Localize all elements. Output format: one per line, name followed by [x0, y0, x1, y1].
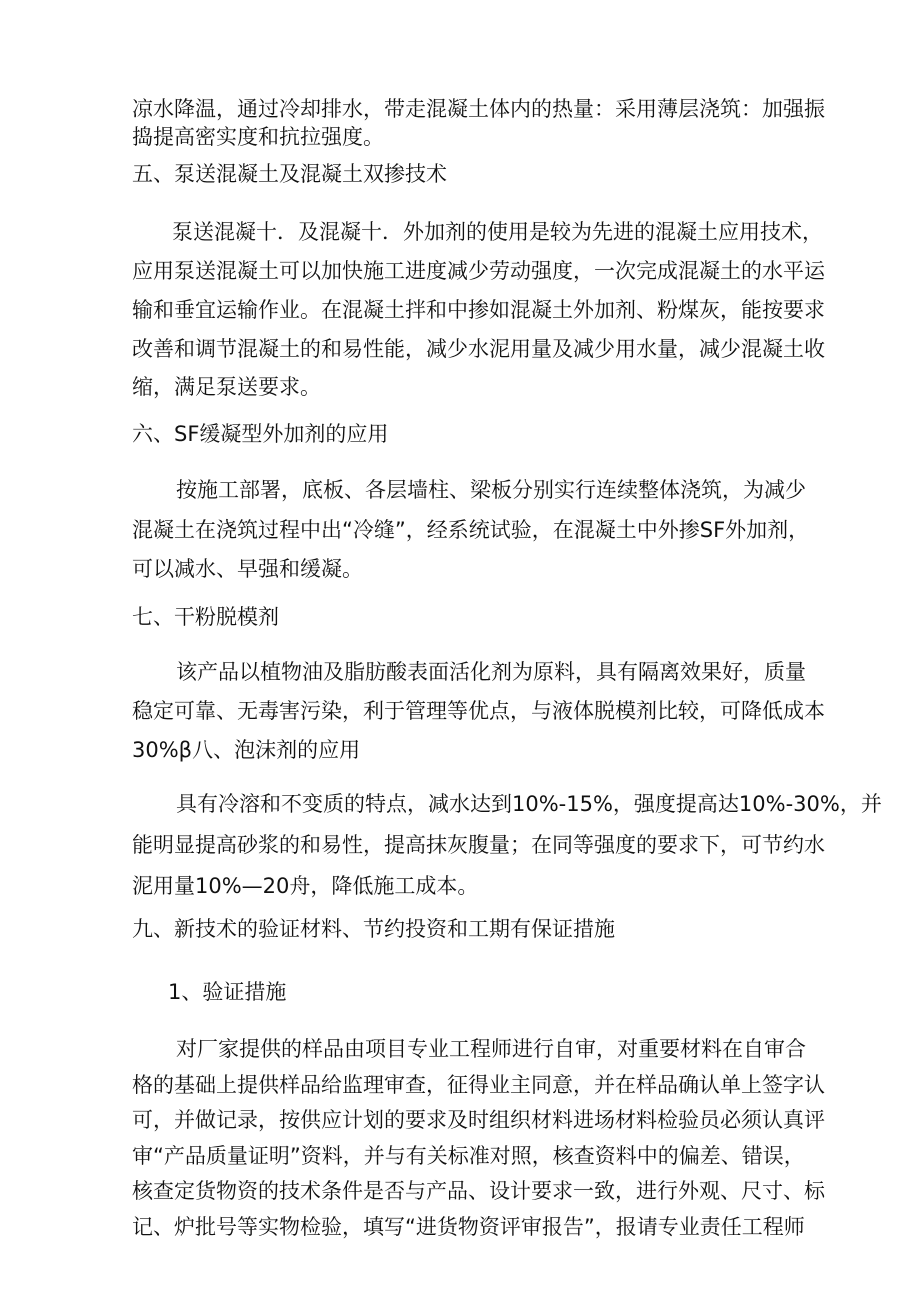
text-line: 具有冷溶和不变质的特点，减水达到10%-15%，强度提高达10%-30%，并 — [176, 792, 882, 816]
text-line: 泥用量10%—20舟，降低施工成本。 — [132, 874, 479, 898]
text-line: 30%β八、泡沫剂的应用 — [132, 738, 361, 762]
text-line: 缩，满足泵送要求。 — [132, 375, 321, 399]
text-line: 稳定可靠、无毒害污染，利于管理等优点，与液体脱模剂比较，可降低成本 — [132, 699, 825, 723]
text-line: 凉水降温，通过冷却排水，带走混凝土体内的热量：采用薄层浇筑：加强振 — [132, 97, 825, 121]
text-line: 审“产品质量证明”资料，并与有关标准对照，核查资料中的偏差、错误， — [132, 1144, 805, 1168]
section-heading: 五、泵送混凝土及混凝土双掺技术 — [132, 162, 447, 186]
text-line: 能明显提高砂浆的和易性，提高抹灰腹量；在同等强度的要求下，可节约水 — [132, 833, 825, 857]
section-heading: 九、新技术的验证材料、节约投资和工期有保证措施 — [132, 917, 615, 941]
text-line: 按施工部署，底板、各层墙柱、梁板分别实行连续整体浇筑，为减少 — [176, 478, 806, 502]
text-line: 可，并做记录，按供应计划的要求及时组织材料进场材料检验员必须认真评 — [132, 1108, 825, 1132]
text-line: 改善和调节混凝土的和易性能，减少水泥用量及减少用水量，减少混凝土收 — [132, 337, 825, 361]
text-line: 核查定货物资的技术条件是否与产品、设计要求一致，进行外观、尺寸、标 — [132, 1179, 825, 1203]
text-line: 对厂家提供的样品由项目专业工程师进行自审，对重要材料在自审合 — [176, 1037, 806, 1061]
subsection-heading: 1、验证措施 — [168, 980, 287, 1004]
text-line: 泵送混凝十．及混凝十．外加剂的使用是较为先进的混凝土应用技术， — [172, 220, 823, 244]
text-line: 记、炉批号等实物检验，填写“进货物资评审报告”，报请专业责任工程师 — [132, 1215, 805, 1239]
section-heading: 六、SF缓凝型外加剂的应用 — [132, 422, 389, 446]
text-line: 捣提高密实度和抗拉强度。 — [132, 125, 384, 149]
text-line: 可以减水、早强和缓凝。 — [132, 557, 363, 581]
text-line: 输和垂宜运输作业。在混凝土拌和中掺如混凝土外加剂、粉煤灰，能按要求 — [132, 298, 825, 322]
text-line: 格的基础上提供样品给监理审查，征得业主同意，并在样品确认单上签字认 — [132, 1073, 825, 1097]
text-line: 混凝土在浇筑过程中出“冷缝”，经系统试验，在混凝土中外掺SF外加剂， — [132, 518, 810, 542]
text-line: 该产品以植物油及脂肪酸表面活化剂为原料，具有隔离效果好，质量 — [176, 660, 806, 684]
text-line: 应用泵送混凝土可以加快施工进度减少劳动强度，一次完成混凝土的水平运 — [132, 259, 825, 283]
section-heading: 七、干粉脱模剂 — [132, 605, 279, 629]
